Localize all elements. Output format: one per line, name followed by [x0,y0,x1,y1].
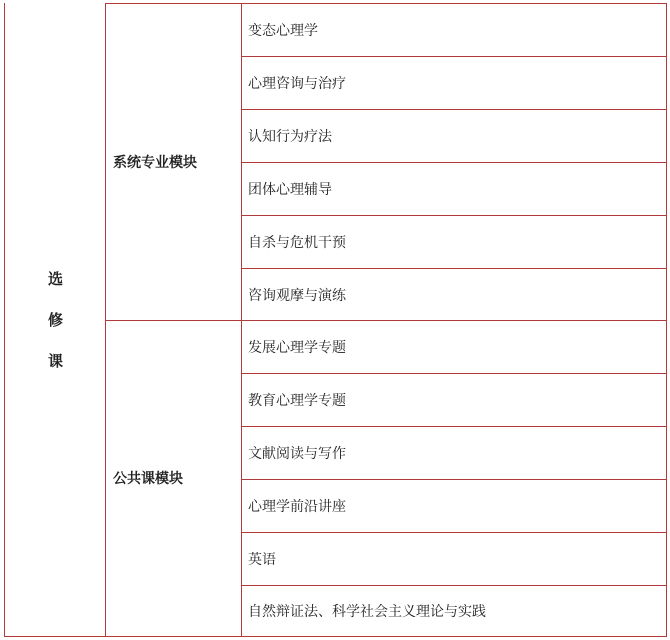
course-row [241,532,667,585]
course-name: 变态心理学 [248,23,318,39]
course-name: 团体心理辅导 [248,182,332,198]
course-row [241,109,667,162]
course-row [241,268,667,321]
course-name: 英语 [248,552,276,568]
course-row [241,426,667,479]
course-name: 心理咨询与治疗 [248,76,346,92]
category-char: 课 [47,352,63,370]
course-name: 自杀与危机干预 [248,235,346,251]
course-row [241,3,667,56]
category-char: 选 [47,270,63,288]
course-row [241,215,667,268]
course-row [241,320,667,373]
course-table [4,3,667,637]
course-name: 自然辩证法、科学社会主义理论与实践 [248,604,486,620]
course-name: 认知行为疗法 [248,129,332,145]
module-cell-public [105,320,242,637]
course-name: 发展心理学专题 [248,340,346,356]
course-name: 教育心理学专题 [248,393,346,409]
course-row [241,479,667,532]
course-row [241,162,667,215]
module-name: 系统专业模块 [113,155,197,171]
module-name: 公共课模块 [113,471,183,487]
course-name: 咨询观摩与演练 [248,288,346,304]
course-name: 文献阅读与写作 [248,446,346,462]
course-row [241,585,667,637]
category-cell [4,3,106,637]
course-row [241,56,667,109]
course-name: 心理学前沿讲座 [248,499,346,515]
category-label [48,268,63,371]
course-row [241,373,667,426]
module-cell-professional [105,3,242,321]
category-char: 修 [47,311,63,329]
